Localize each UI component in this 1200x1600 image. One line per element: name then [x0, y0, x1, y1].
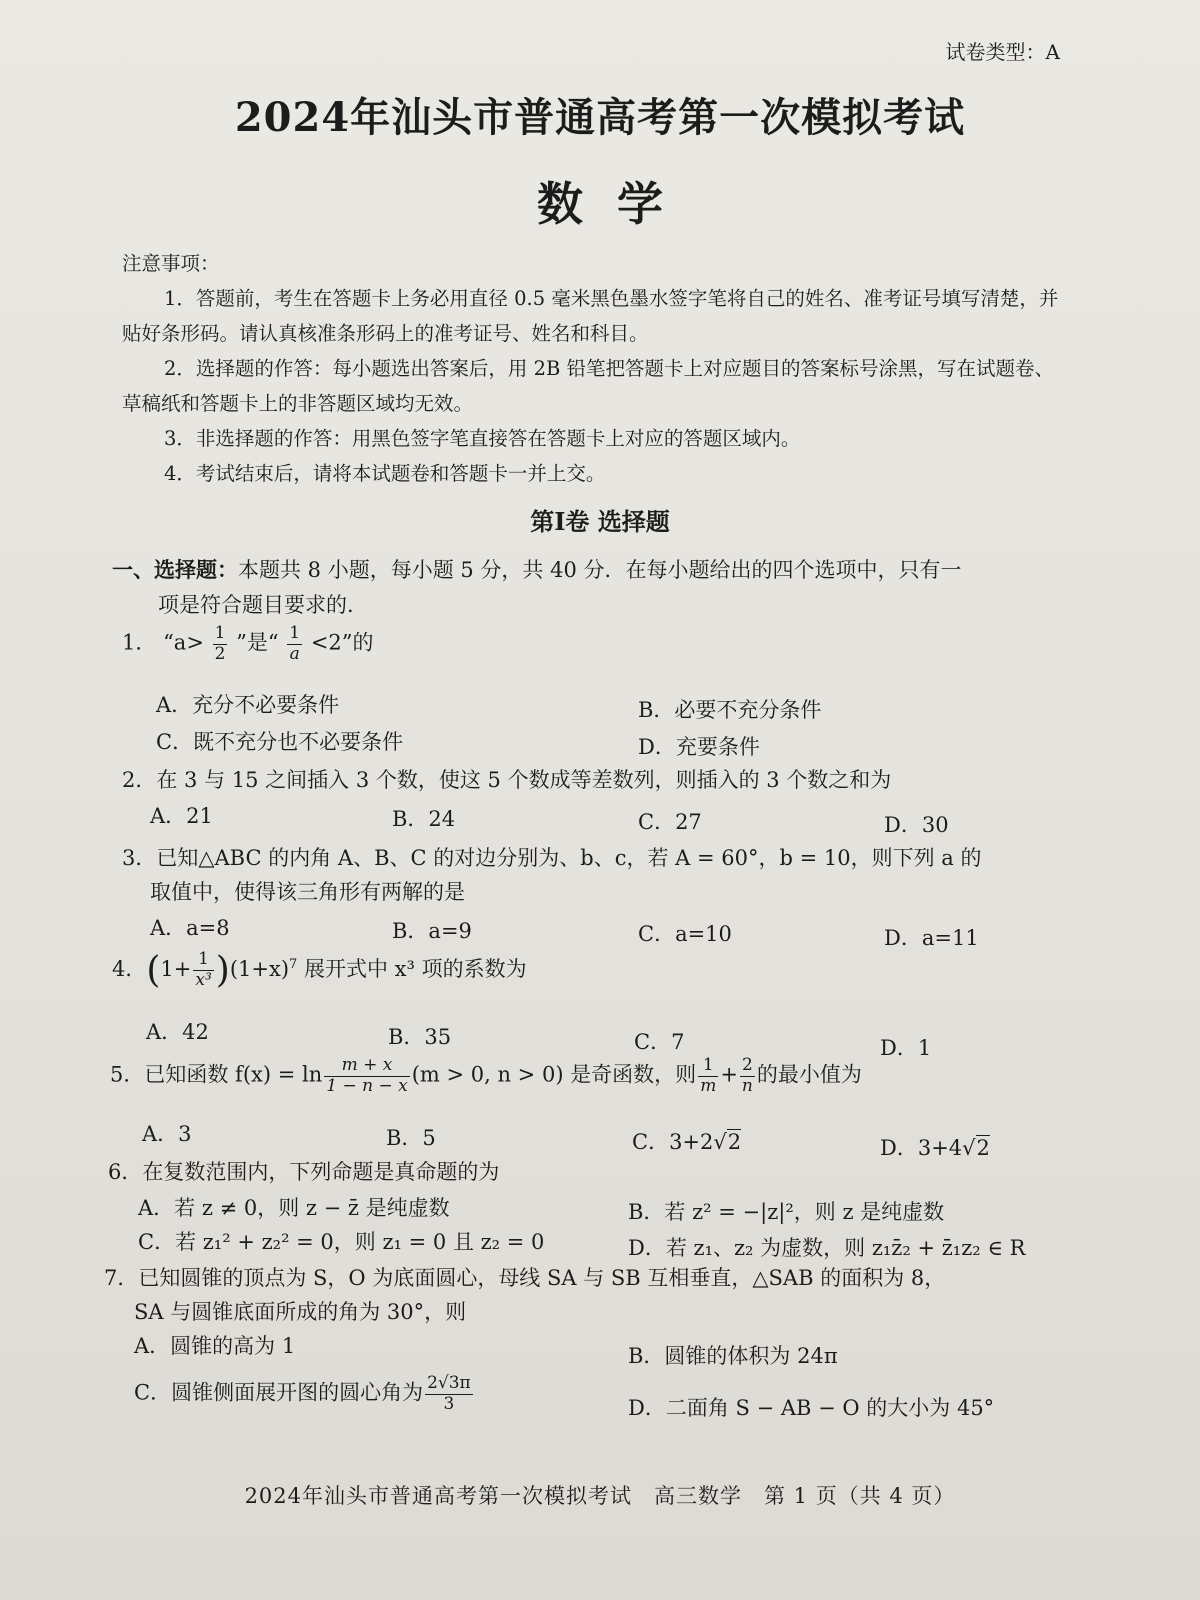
- q1-option-c: C．既不充分也不必要条件: [156, 730, 404, 754]
- q5-option-c: C．3+2√2: [632, 1130, 742, 1154]
- section-header: [112, 552, 1072, 623]
- question-2-stem: 2．在 3 与 15 之间插入 3 个数，使这 5 个数成等差数列，则插入的 3 个数之和为: [122, 768, 892, 792]
- q7-option-d: D．二面角 S − AB − O 的大小为 45°: [628, 1396, 995, 1420]
- fraction: $\frac{2}{n}$: [741, 1055, 753, 1096]
- subject-title: 数学: [537, 177, 697, 231]
- q2-option-c: C．27: [638, 810, 702, 834]
- section-desc: 本题共 8 小题，每小题 5 分，共 40 分．在每小题给出的四个选项中，只有一: [238, 558, 962, 582]
- q5-option-d: D．3+4√2: [880, 1136, 990, 1160]
- q7-option-a: A．圆锥的高为 1: [134, 1334, 296, 1358]
- q1-option-a: A．充分不必要条件: [156, 693, 340, 717]
- q7-option-c: C．圆锥侧面展开图的圆心角为 $\frac{2√3\pi}{3}$: [134, 1373, 471, 1414]
- notice-item: 3．非选择题的作答：用黑色签字笔直接答在答题卡上对应的答题区域内。: [164, 427, 801, 450]
- q6-option-c: C．若 z₁² + z₂² = 0，则 z₁ = 0 且 z₂ = 0: [138, 1230, 545, 1254]
- q2-option-a: A．21: [150, 804, 213, 828]
- fraction: $\frac{1}{\text{x³}}$: [195, 949, 212, 990]
- fraction: $\frac{1}{2}$: [214, 623, 226, 664]
- page-footer: 2024年汕头市普通高考第一次模拟考试 高三数学 第 1 页（共 4 页）: [244, 1484, 956, 1508]
- q4-option-b: B．35: [388, 1025, 452, 1049]
- q3-option-a: A．a=8: [150, 916, 230, 940]
- question-4-stem: 4．(1+ $\frac{1}{\text{x³}}$ )$(1+x)^7$ 展开式中 x³ 项的系数为: [112, 949, 527, 991]
- q3-option-b: B．a=9: [392, 919, 472, 943]
- section-label: 一、选择题：: [112, 557, 238, 582]
- question-5-stem: 5．已知函数 f(x) = ln $\frac{m + x}{1 - n - x}$ (m > 0, n > 0) 是奇函数，则 $\frac{1}{m}$ + $\frac{2}{n}$ 的最小值为: [110, 1055, 862, 1096]
- question-3-stem: 3．已知△ABC 的内角 A、B、C 的对边分别为、b、c，若 A = 60°，b = 10，则下列 a 的: [122, 846, 982, 870]
- q6-option-a: A．若 z ≠ 0，则 z − z̄ 是纯虚数: [138, 1196, 450, 1220]
- q1-option-d: D．充要条件: [638, 735, 760, 759]
- q6-option-b: B．若 z² = −|z|²，则 z 是纯虚数: [628, 1200, 945, 1224]
- question-6-stem: 6．在复数范围内，下列命题是真命题的为: [108, 1160, 500, 1184]
- notice-item: 4．考试结束后，请将本试题卷和答题卡一并上交。: [164, 462, 606, 485]
- fraction: $\frac{2√3\pi}{3}$: [427, 1373, 471, 1414]
- question-7-stem-cont: SA 与圆锥底面所成的角为 30°，则: [134, 1300, 467, 1324]
- question-3-stem-cont: 取值中，使得该三角形有两解的是: [150, 880, 465, 904]
- q3-option-d: D．a=11: [884, 926, 979, 950]
- q6-option-d: D．若 z₁、z₂ 为虚数，则 z₁z̄₂ + z̄₁z₂ ∈ R: [628, 1236, 1026, 1260]
- question-1-stem: 1． “a> $\frac{1}{2}$ ”是“ $\frac{1}{a}$ <2”的: [122, 623, 374, 664]
- q4-option-c: C．7: [634, 1030, 685, 1054]
- exam-title: 2024年汕头市普通高考第一次模拟考试: [234, 94, 966, 141]
- notice-block: [122, 246, 1062, 491]
- q3-option-c: C．a=10: [638, 922, 732, 946]
- q1-option-b: B．必要不充分条件: [638, 698, 822, 722]
- q5-option-b: B．5: [386, 1126, 436, 1150]
- notice-heading: 注意事项：: [122, 252, 220, 275]
- fraction: $\frac{m + x}{1 - n - x}$: [326, 1055, 408, 1096]
- q4-option-a: A．42: [146, 1020, 209, 1044]
- paper-type-label: 试卷类型：A: [945, 40, 1060, 64]
- part-title: 第Ⅰ卷 选择题: [530, 507, 670, 536]
- q4-option-d: D．1: [880, 1036, 932, 1060]
- q2-option-b: B．24: [392, 807, 456, 831]
- fraction: $\frac{1}{m}$: [700, 1055, 717, 1096]
- section-desc-cont: 项是符合题目要求的．: [158, 593, 368, 617]
- notice-item: 2．选择题的作答：每小题选出答案后，用 2B 铅笔把答题卡上对应题目的答案标号涂黑，写在试题卷、草稿纸和答题卡上的非答题区域均无效。: [122, 357, 1055, 415]
- q7-option-b: B．圆锥的体积为 24π: [628, 1344, 838, 1368]
- q5-option-a: A．3: [142, 1122, 192, 1146]
- fraction: $\frac{1}{a}$: [289, 623, 301, 664]
- question-7-stem: 7．已知圆锥的顶点为 S，O 为底面圆心，母线 SA 与 SB 互相垂直，△SAB 的面积为 8，: [104, 1266, 946, 1290]
- q2-option-d: D．30: [884, 813, 949, 837]
- notice-item: 1．答题前，考生在答题卡上务必用直径 0.5 毫米黑色墨水签字笔将自己的姓名、准考证号填写清楚，并贴好条形码。请认真核准条形码上的准考证号、姓名和科目。: [122, 287, 1059, 345]
